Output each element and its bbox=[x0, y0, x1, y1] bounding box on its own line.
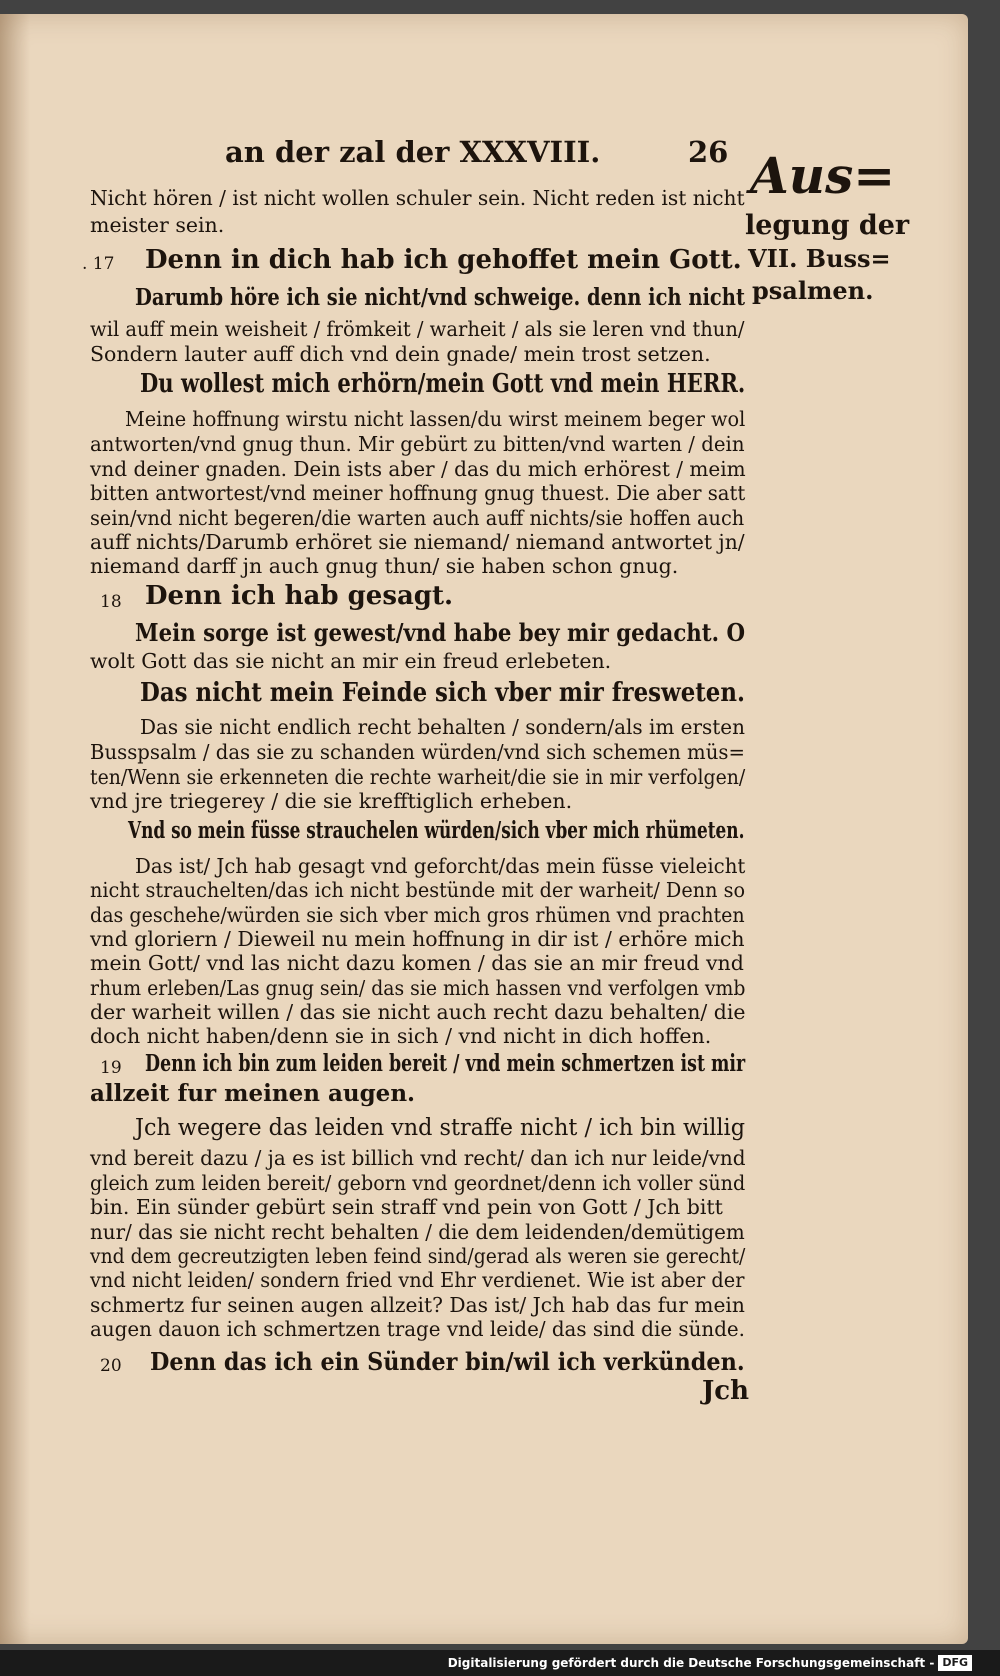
text-line: vnd deiner gnaden. Dein ists aber / das du mich erhörest / meim bbox=[90, 457, 746, 481]
text-line: rhum erleben/Las gnug sein/ das sie mich hassen vnd verfolgen vmb bbox=[90, 976, 746, 1000]
text-line: Mein sorge ist gewest/vnd habe bey mir gedacht. O bbox=[135, 618, 745, 647]
text-line: mein Gott/ vnd las nicht dazu komen / das sie an mir freud vnd bbox=[90, 951, 744, 975]
text-line: schmertz fur seinen augen allzeit? Das ist/ Jch hab das fur mein bbox=[90, 1293, 745, 1317]
text-line: augen dauon ich schmertzen trage vnd leide/ das sind die sünde. bbox=[90, 1317, 745, 1341]
catchword: Jch bbox=[702, 1376, 750, 1406]
text-line: antworten/vnd gnug thun. Mir gebürt zu bitten/vnd warten / dein bbox=[90, 432, 745, 456]
text-line: Nicht hören / ist nicht wollen schuler sein. Nicht reden ist nicht bbox=[90, 186, 745, 210]
text-line: Sondern lauter auff dich vnd dein gnade/ mein trost setzen. bbox=[90, 342, 711, 366]
verse-number: . 17 bbox=[82, 254, 115, 274]
text-line: vnd jre triegerey / die sie krefftiglich erheben. bbox=[90, 789, 573, 813]
text-line: ten/Wenn sie erkenneten die rechte warheit/die sie in mir verfolgen/ bbox=[90, 765, 746, 789]
text-line: sein/vnd nicht begeren/die warten auch auff nichts/sie hoffen auch bbox=[90, 506, 745, 530]
verse-text: Du wollest mich erhörn/mein Gott vnd mein HERR. bbox=[140, 369, 746, 399]
text-line: das geschehe/würden sie sich vber mich gros rhümen vnd prachten bbox=[90, 903, 745, 927]
text-line: auff nichts/Darumb erhöret sie niemand/ niemand antwortet jn/ bbox=[90, 530, 745, 554]
text-line: Jch wegere das leiden vnd straffe nicht / ich bin willig bbox=[135, 1115, 745, 1141]
text-line: vnd nicht leiden/ sondern fried vnd Ehr verdienet. Wie ist aber der bbox=[90, 1268, 745, 1292]
verse-text: Denn in dich hab ich gehoffet mein Gott. bbox=[145, 245, 742, 275]
verse-text: Denn das ich ein Sünder bin/wil ich verkünden. bbox=[150, 1347, 745, 1376]
text-line: bin. Ein sünder gebürt sein straff vnd pein von Gott / Jch bitt bbox=[90, 1195, 723, 1219]
text-line: vnd dem gecreutzigten leben feind sind/gerad als weren sie gerecht/ bbox=[90, 1244, 746, 1268]
margin-note-word: Aus= bbox=[750, 146, 896, 205]
credit-text: Digitalisierung gefördert durch die Deutsche Forschungsgemeinschaft - bbox=[447, 1656, 935, 1670]
text-line: Das ist/ Jch hab gesagt vnd geforcht/das mein füsse vieleicht bbox=[135, 854, 746, 878]
text-line: Meine hoffnung wirstu nicht lassen/du wirst meinem beger wol bbox=[125, 407, 746, 431]
verse-number: 19 bbox=[100, 1058, 122, 1078]
margin-note-line4: psalmen. bbox=[752, 276, 874, 305]
verse-text: Vnd so mein füsse strauchelen würden/sich vber mich rhümeten. bbox=[128, 817, 745, 844]
book-page bbox=[0, 14, 968, 1644]
text-line: Darumb höre ich sie nicht/vnd schweige. denn ich nicht bbox=[135, 284, 745, 311]
folio-number: 26 bbox=[688, 135, 729, 169]
text-line: nur/ das sie nicht recht behalten / die dem leidenden/demütigem bbox=[90, 1220, 745, 1244]
running-head: an der zal der XXXVIII. bbox=[225, 135, 601, 169]
text-line: niemand darff jn auch gnug thun/ sie haben schon gnug. bbox=[90, 554, 679, 578]
margin-note-line2: legung der bbox=[745, 210, 910, 241]
text-line: gleich zum leiden bereit/ geborn vnd geordnet/denn ich voller sünd bbox=[90, 1171, 746, 1195]
verse-number: 20 bbox=[100, 1356, 122, 1376]
text-line: vnd gloriern / Dieweil nu mein hoffnung in dir ist / erhöre mich bbox=[90, 927, 745, 951]
digitization-credit-bar bbox=[0, 1650, 1000, 1676]
verse-text: Denn ich bin zum leiden bereit / vnd mein schmertzen ist mir bbox=[145, 1050, 746, 1077]
verse-text: Denn ich hab gesagt. bbox=[145, 581, 454, 611]
text-line: wil auff mein weisheit / frömkeit / warheit / als sie leren vnd thun/ bbox=[90, 317, 745, 341]
text-line: vnd bereit dazu / ja es ist billich vnd recht/ dan ich nur leide/vnd bbox=[90, 1146, 746, 1170]
margin-note-line3: VII. Buss= bbox=[748, 244, 891, 273]
text-line: Das sie nicht endlich recht behalten / sondern/als im ersten bbox=[140, 715, 745, 739]
text-line: wolt Gott das sie nicht an mir ein freud erlebeten. bbox=[90, 649, 612, 673]
verse-text: Das nicht mein Feinde sich vber mir fresweten. bbox=[140, 678, 745, 708]
text-line: nicht strauchelten/das ich nicht bestünde mit der warheit/ Denn so bbox=[90, 878, 746, 902]
text-line: Busspsalm / das sie zu schanden würden/vnd sich schemen müs= bbox=[90, 740, 745, 764]
verse-number: 18 bbox=[100, 592, 122, 612]
verse-text: allzeit fur meinen augen. bbox=[90, 1080, 416, 1107]
text-line: meister sein. bbox=[90, 213, 225, 237]
text-line: bitten antwortest/vnd meiner hoffnung gnug thuest. Die aber satt bbox=[90, 481, 746, 505]
text-line: der warheit willen / das sie nicht auch recht dazu behalten/ die bbox=[90, 1000, 746, 1024]
dfg-logo: DFG bbox=[938, 1655, 972, 1671]
text-line: doch nicht haben/denn sie in sich / vnd nicht in dich hoffen. bbox=[90, 1024, 712, 1048]
